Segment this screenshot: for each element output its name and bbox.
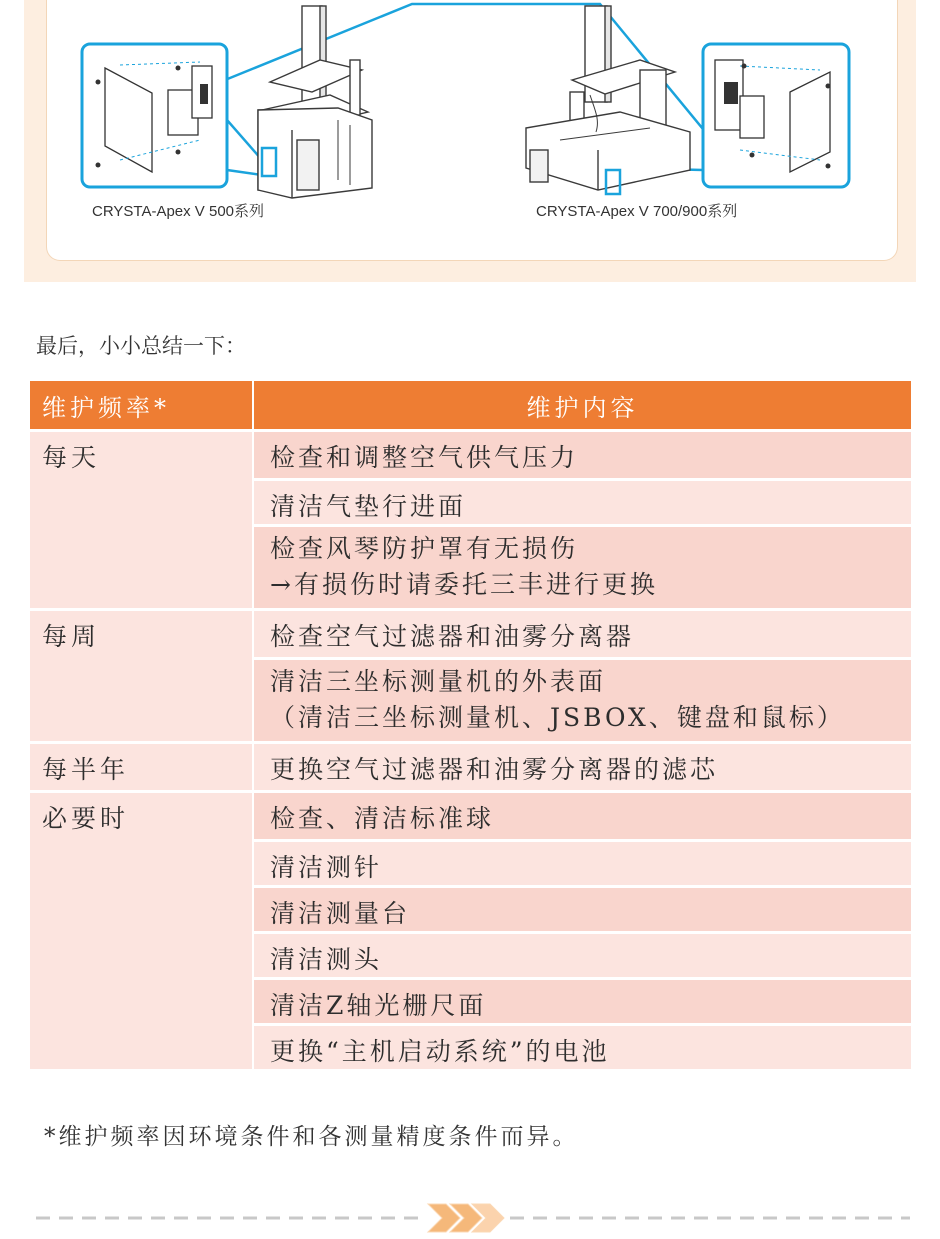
group-daily [30, 429, 911, 608]
machine-illustrations [0, 0, 940, 282]
frequency-daily: 每天 [30, 432, 254, 608]
table-header [30, 381, 911, 429]
frequency-footnote: *维护频率因环境条件和各测量精度条件而异。 [44, 1124, 579, 1150]
frequency-as-needed: 必要时 [30, 793, 254, 1069]
header-content: 维护内容 [526, 393, 639, 422]
table-row: 检查、清洁标准球 [254, 793, 911, 839]
table-row: 检查风琴防护罩有无损伤 →有损伤时请委托三丰进行更换 [254, 524, 911, 608]
frequency-weekly: 每周 [30, 611, 254, 741]
group-half-year [30, 741, 911, 790]
table-row: 检查空气过滤器和油雾分离器 [254, 611, 911, 657]
table-row: 清洁测头 [254, 931, 911, 977]
table-row: 清洁测针 [254, 839, 911, 885]
frequency-half-year: 每半年 [30, 744, 254, 790]
caption-apex-500: CRYSTA-Apex V 500系列 [92, 203, 265, 220]
table-row: 清洁三坐标测量机的外表面 （清洁三坐标测量机、JSBOX、键盘和鼠标） [254, 657, 911, 741]
section-divider [0, 1200, 940, 1236]
maintenance-table [30, 381, 911, 1069]
table-row: 更换“主机启动系统”的电池 [254, 1023, 911, 1069]
machine-700-900-drawing [526, 6, 690, 194]
table-row: 检查和调整空气供气压力 [254, 432, 911, 478]
table-row: 清洁气垫行进面 [254, 478, 911, 524]
table-row: 清洁Z轴光栅尺面 [254, 977, 911, 1023]
header-frequency: 维护频率* [30, 381, 254, 429]
table-row: 清洁测量台 [254, 885, 911, 931]
left-inset-panel-diagram [82, 44, 262, 187]
summary-intro: 最后，小小总结一下： [36, 334, 246, 358]
group-as-needed [30, 790, 911, 1069]
group-weekly [30, 608, 911, 741]
chevron-arrows-icon [428, 1204, 504, 1232]
machine-500-drawing [258, 6, 372, 198]
table-row: 更换空气过滤器和油雾分离器的滤芯 [254, 744, 911, 790]
caption-apex-700-900: CRYSTA-Apex V 700/900系列 [536, 203, 738, 220]
